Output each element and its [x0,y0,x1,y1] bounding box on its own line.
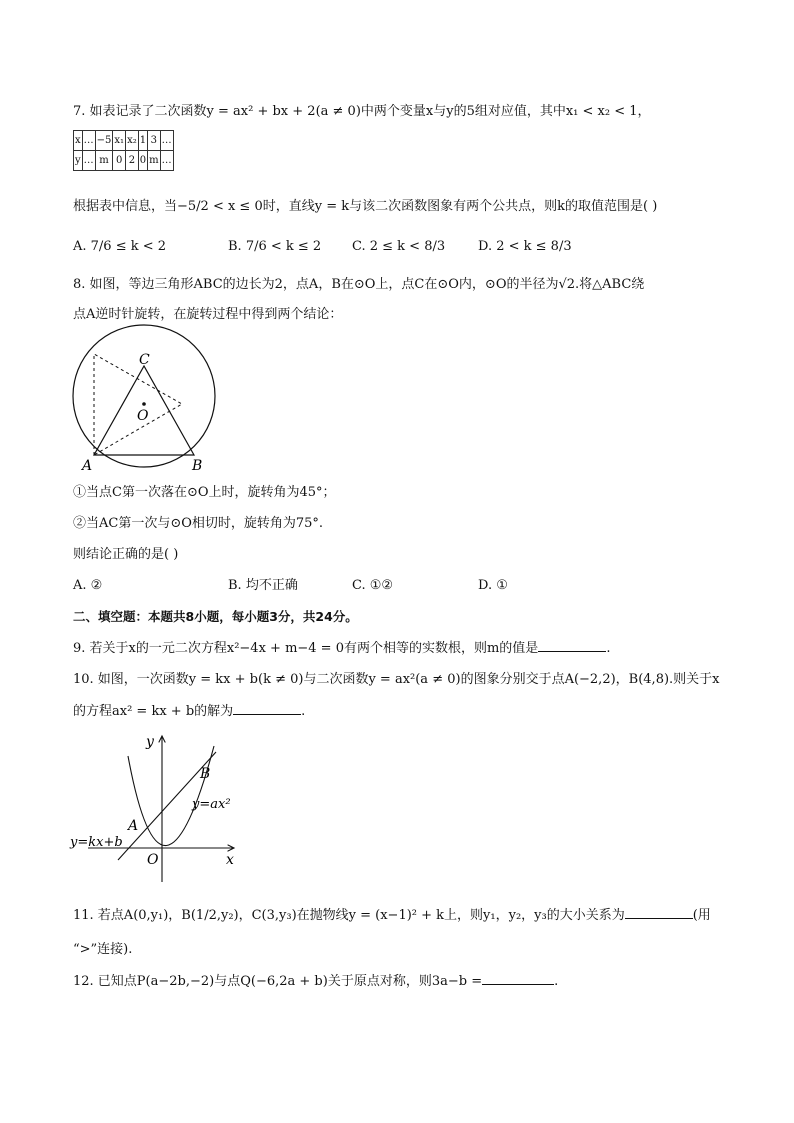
q10-graph-figure [68,732,248,884]
q10-line2-row [73,702,305,721]
q7-stem: 7. 如表记录了二次函数y = ax² + bx + 2(a ≠ 0)中两个变量x与y的5组对应值，其中x₁ < x₂ < 1， [73,104,651,119]
q7-option-a[interactable]: A. 7/6 ≤ k < 2 [73,239,167,254]
q12-line [73,972,558,991]
q7-option-b[interactable]: B. 7/6 < k ≤ 2 [228,239,322,254]
center-dot [142,402,146,406]
label-origin: O [147,852,159,868]
q8-option-d[interactable]: D. ① [478,578,508,593]
label-parabola: y=ax² [192,797,231,812]
q8-conclusion2: ②当AC第一次与⊙O相切时，旋转角为75°. [73,516,324,531]
label-c: C [139,352,150,368]
rotated-triangle [94,354,182,455]
table-cell: … [82,151,95,171]
table-cell: −5 [95,131,113,151]
q8-conclusion1: ①当点C第一次落在⊙O上时，旋转角为45°； [73,485,336,500]
q10-line2: 的方程ax² = kx + b的解为 [73,704,234,719]
label-b: B [192,458,203,474]
q9-text: 9. 若关于x的一元二次方程x²−4x + m−4 = 0有两个相等的实数根，则m的值是 [73,641,539,656]
table-cell: 2 [126,151,139,171]
q8-option-b[interactable]: B. 均不正确 [228,578,298,593]
table-cell: … [82,131,95,151]
table-cell: m [148,151,160,171]
table-row-y [74,151,174,171]
q9-answer-blank[interactable] [538,639,606,652]
table-cell: 3 [148,131,160,151]
table-cell: 0 [113,151,126,171]
q11-line1: 11. 若点A(0,y₁)，B(1/2,y₂)，C(3,y₃)在抛物线y = (x−1)² + k上，则y₁，y₂，y₃的大小关系为 [73,908,625,923]
table-cell: 1 [138,131,147,151]
table-cell: 0 [138,151,147,171]
label-line: y=kx+b [70,835,123,850]
q10-end: . [301,704,306,719]
q7-option-c[interactable]: C. 2 ≤ k < 8/3 [352,239,446,254]
q9-end: . [606,641,611,656]
q8-stem-line2: 点A逆时针旋转，在旋转过程中得到两个结论： [73,307,343,322]
label-point-b: B [200,766,211,782]
q8-question: 则结论正确的是( ) [73,547,179,562]
q9-line [73,639,610,658]
q12-text: 12. 已知点P(a−2b,−2)与点Q(−6,2a + b)关于原点对称，则3a−b = [73,974,483,989]
section2-title: 二、填空题：本题共8小题，每小题3分，共24分。 [73,609,358,624]
table-cell: … [160,131,173,151]
table-cell: y [74,151,83,171]
table-cell: m [95,151,113,171]
q8-option-a[interactable]: A. ② [73,578,103,593]
table-cell: … [160,151,173,171]
parabola-curve [128,746,214,846]
q11-answer-blank[interactable] [625,906,693,919]
q10-line1: 10. 如图，一次函数y = kx + b(k ≠ 0)与二次函数y = ax²(a ≠ 0)的图象分别交于点A(−2,2)，B(4,8).则关于x [73,672,720,687]
label-point-a: A [128,818,139,834]
table-cell: x₁ [113,131,126,151]
q7-condition: 根据表中信息，当−5/2 < x ≤ 0时，直线y = k与该二次函数图象有两个公共点，则k的取值范围是( ) [73,199,658,214]
q11-line1-end: (用 [692,908,711,923]
table-cell: x [74,131,83,151]
table-cell: x₂ [126,131,139,151]
label-x-axis: x [226,852,234,868]
q8-circle-figure [66,324,226,474]
label-o: O [137,408,149,424]
label-y-axis: y [146,734,154,750]
q7-value-table [73,130,174,171]
q8-option-c[interactable]: C. ①② [352,578,394,593]
circle-o [73,325,215,467]
q11-line1-row [73,906,711,925]
q7-option-d[interactable]: D. 2 < k ≤ 8/3 [478,239,572,254]
q12-end: . [554,974,559,989]
q10-answer-blank[interactable] [233,702,301,715]
q12-answer-blank[interactable] [482,972,554,985]
label-a: A [82,458,93,474]
table-row-x [74,131,174,151]
q11-line2: “>”连接). [73,942,133,957]
q8-stem-line1: 8. 如图，等边三角形ABC的边长为2，点A，B在⊙O上，点C在⊙O内，⊙O的半径为√2.将△ABC绕 [73,277,645,292]
